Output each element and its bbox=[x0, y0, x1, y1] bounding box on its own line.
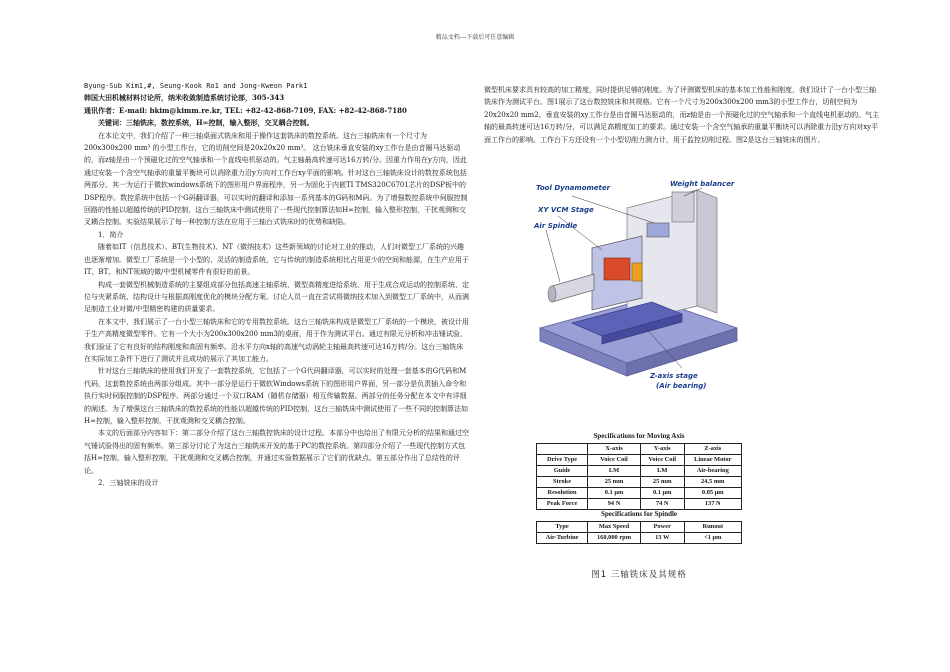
table-cell: LM bbox=[588, 465, 641, 476]
milling-machine-figure bbox=[532, 178, 742, 413]
spec-spindle-title: Specifications for Spindle bbox=[600, 510, 678, 519]
intro-paragraph: 构成一套微型机械制造系统的主要组成部分包括高速主轴系统、微型高精度进给系统、用于生成合成运动的控制系统、定位与夹紧系统、结构设计与根据高刚度优化的模块分配方案。讨论人员一直在尝试将微纳技术加入到微型工厂系统中，从而满足制造工业对微/中型精密构建的质量要求。 bbox=[84, 280, 469, 314]
affiliation: 韩国大田机械材料讨论所，纳米收敛制造系统讨论部，305-343 bbox=[84, 93, 285, 103]
table-cell: 24.5 mm bbox=[684, 476, 741, 487]
label-air-spindle: Air Spindle bbox=[534, 222, 578, 230]
weight-balancer bbox=[672, 192, 694, 222]
table-row bbox=[537, 532, 742, 543]
leader-line bbox=[546, 230, 560, 282]
table-cell: Air-Turbine bbox=[537, 532, 588, 543]
table-cell: Peak Force bbox=[537, 498, 588, 509]
left-column bbox=[84, 80, 470, 489]
table-row bbox=[537, 454, 742, 465]
coil-detail bbox=[632, 263, 642, 281]
section-heading-intro: 1．简介 bbox=[98, 230, 124, 239]
table-cell: Stroke bbox=[537, 476, 588, 487]
table-header-cell: Max Speed bbox=[588, 521, 641, 532]
label-z-axis-stage: Z-axis stage bbox=[650, 372, 698, 380]
table-cell: 74 N bbox=[640, 498, 684, 509]
label-air-bearing: (Air bearing) bbox=[656, 382, 707, 390]
section-heading-design: 2．三轴铣床的设计 bbox=[98, 479, 159, 487]
table-cell: LM bbox=[640, 465, 684, 476]
table-cell: Voice Coil bbox=[588, 454, 641, 465]
intro-paragraph: 本文的后面部分内容如下：第二部分介绍了这台三轴数控铣床的设计过程。本部分中也给出了有限元分析的结果和通过空气锤试验得出的固有频率。第三部分讨论了为这台三轴铣床开发的基于PC的数控系统。第四部分介绍了一些现代控制方式包括H∞控制，输入整形控制，干扰观测和交叉耦合控制，并通过实验数据展示了它们的优缺点。第五部分作出了总结性的评论。 bbox=[84, 429, 469, 475]
tool-dynamometer bbox=[647, 223, 669, 237]
voice-coil-block bbox=[604, 258, 630, 280]
table-cell: Linear Motor bbox=[684, 454, 741, 465]
spindle-nose bbox=[548, 286, 556, 302]
table-cell: Air-bearing bbox=[684, 465, 741, 476]
table-row bbox=[537, 487, 742, 498]
table-cell: 137 N bbox=[684, 498, 741, 509]
table-cell: 0.1 μm bbox=[588, 487, 641, 498]
intro-paragraph: 随着如IT（信息技术）、BT(生物技术)、NT（微纳技术）这些新领域的讨论对工业的推动，人们对微型工厂系统的兴趣也逐渐增加。微型工厂系统是一个小型的、灵活的制造系统，它与传统的制造系统相比占用更少的空间和能源，在生产应用于IT、BT、和NT领域的微/中型机械零件有很好的前景。 bbox=[84, 243, 469, 277]
table-header-cell: Y-axis bbox=[640, 443, 684, 454]
intro-paragraph: 在本文中，我们展示了一台小型三轴铣床和它的专用数控系统。这台三轴铣床构成是微型工厂系统的一个模块，被设计用于生产高精度微型零件。它有一个大小为200x300x200 mm3的桌面，用于作为测试平台。通过有限元分析和冲击锤试验，我们验证了它有良好的结构刚度和高固有频率。沿水平方向x轴的高速气动涡轮主轴最高转速可达16万转/分。这台三轴铣床在实际加工条件下进行了测试并且成功的展示了其加工能力。 bbox=[84, 317, 469, 363]
table-row bbox=[537, 476, 742, 487]
label-tool-dynamometer: Tool Dynamometer bbox=[536, 184, 611, 192]
air-spindle bbox=[552, 274, 594, 302]
table-header-cell: Type bbox=[537, 521, 588, 532]
keywords: 关键词：三轴铣床，数控系统，H∞控制，输入整形，交叉耦合控制。 bbox=[98, 118, 314, 128]
table-cell: Voice Coil bbox=[640, 454, 684, 465]
contact: 通讯作者：E-mail: bkim@kimm.re.kr, TEL: +82-42-868-7109, FAX: +82-42-868-7180 bbox=[84, 105, 407, 115]
table-cell: Drive Type bbox=[537, 454, 588, 465]
milling-machine-illustration bbox=[532, 178, 742, 413]
spec-moving-title: Specifications for Moving Axis bbox=[593, 432, 685, 440]
label-weight-balancer: Weight balancer bbox=[670, 180, 735, 188]
table-cell: 25 mm bbox=[640, 476, 684, 487]
design-paragraph: 微型机床要求具有较高的加工精度，同时提供足够的刚度。为了评测微型机床的基本加工性能和刚度，我们设计了一台小型三轴铣床作为测试平台。图1展示了这台数控铣床和其规格。它有一个尺寸为200x300x200 mm3的小型工作台，切削空间为20x20x20 mm2。垂直安装的xy工作台是由音圈马达驱动的，而z轴是由一个预磁化过的空气轴承和一个直线电机驱动的。气主轴的最高转速可达16万转/分，可以满足高精度加工的要求。通过安装一个含空气轴承的重量平衡块可以消除重力沿y方向对xy平面工作台的影响。工作台下方还设有一个小型切削力测力计，用于监控切削过程。图2是这台三轴铣床的图片。 bbox=[484, 86, 880, 144]
figure-caption: 图1 三轴铣床及其规格 bbox=[591, 570, 687, 580]
table-row bbox=[537, 465, 742, 476]
table-cell: 160,000 rpm bbox=[588, 532, 641, 543]
table-cell: 25 mm bbox=[588, 476, 641, 487]
specifications-table bbox=[536, 431, 742, 544]
table-cell: 0.05 μm bbox=[684, 487, 741, 498]
intro-paragraph: 针对这台三轴铣床的使用我们开发了一套数控系统，它包括了一个G代码翻译器，可以实时的处理一套基本的G代码和M代码，这套数控系统由两部分组成。其中一部分是运行于微软Windows系统下的图形用户界面，另一部分是负责插入命令和执行实时伺服控制的DSP程序。两部分通过一个双口RAM（随机存储器）相互传输数据。两部分的任务分配在本文中有详细的阐述。为了增强这台三轴铣床的数控系统的性能以超越传统的PID控制，这台三轴铣床中测试使用了一些不同的控制算法如H∞控制，输入整形控制，干扰观测和交叉耦合控制。 bbox=[84, 367, 469, 425]
table-cell: <1 μm bbox=[684, 532, 741, 543]
table-header-cell: Power bbox=[640, 521, 684, 532]
table-cell: 0.1 μm bbox=[640, 487, 684, 498]
column-frame-side bbox=[697, 190, 717, 313]
table-header-cell: X-axis bbox=[588, 443, 641, 454]
abstract-paragraph: 在本论文中，我们介绍了一种三轴桌面式铣床和用于操作这套铣床的数控系统。这台三轴铣床有一个尺寸为200x300x200 mm³ 的小型工作台，它的切削空间是20x20x20 mm³。 这台铣床垂直安装的xy工作台是由音圈马达驱动的，而z轴是由一个预磁化过的空气轴承和一个直线电机驱动的。气主轴最高转速可达16万转/分。因重力作用在y方向，因此通过安装一个含空气轴承的重量平衡块可以消除重力沿y方向对工作台xy平面的影响。针对这台三轴铣床设计的数控系统包括两部分。其一为运行于微软windows系统下的图形用户界面程序，另一为固化于内嵌TI TMS320C6701芯片的DSP板中的DSP程序。数控系统中包括一个G码翻译器，可以实时的翻译和添加一系列基本的G码和M码。为了增强数控系统中伺服控制回路的性能以超越传统的PID控制，这台三轴铣床中测试使用了一些现代控制算法如H∞控制，输入整形控制，干扰观测和交叉耦合控制。实验结果展示了每一种控制方法在应用于三轴台式铣床时的优势和缺陷。 bbox=[84, 131, 468, 227]
table-cell: 13 W bbox=[640, 532, 684, 543]
table-row bbox=[537, 498, 742, 509]
authors: Byung-Sub Kim1,#, Seung-Kook Ro1 and Jong-Kweon Park1 bbox=[84, 82, 308, 90]
table-cell: 94 N bbox=[588, 498, 641, 509]
label-xy-vcm-stage: XY VCM Stage bbox=[538, 206, 594, 214]
header-note: 精品文档---下载后可任意编辑 bbox=[435, 34, 515, 41]
table-header-cell: Runout bbox=[684, 521, 741, 532]
table-cell: Guide bbox=[537, 465, 588, 476]
table-cell: Resolution bbox=[537, 487, 588, 498]
right-column bbox=[484, 84, 882, 146]
table-header-cell: Z-axis bbox=[684, 443, 741, 454]
table-header-cell bbox=[537, 443, 588, 454]
